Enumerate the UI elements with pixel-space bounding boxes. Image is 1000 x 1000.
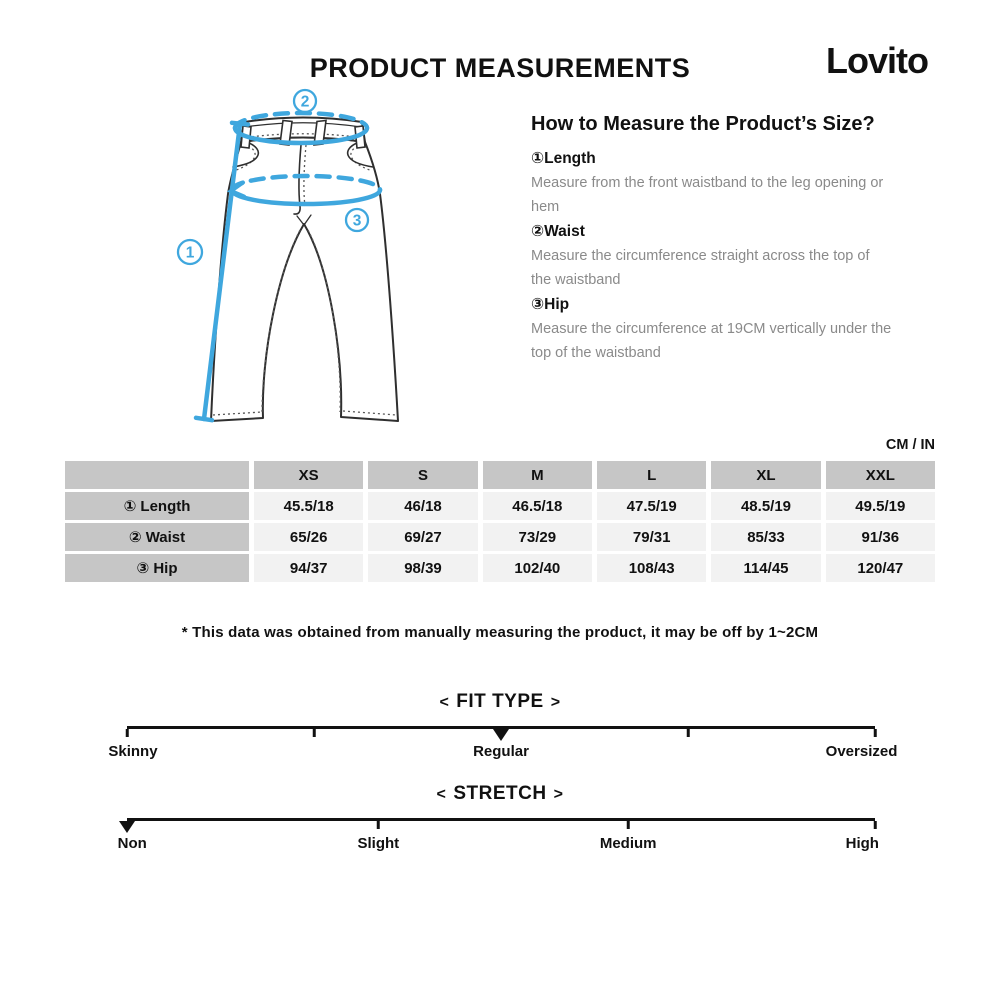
scale-tick xyxy=(126,729,129,737)
scale-tick xyxy=(687,729,690,737)
scale-tick xyxy=(627,821,630,829)
annotation-number-3: 3 xyxy=(352,212,362,230)
fit-type-scale xyxy=(108,726,898,766)
pants-outline xyxy=(211,118,398,422)
hip-value-m: 102/40 xyxy=(483,554,592,582)
size-col-header-xs: XS xyxy=(254,461,363,489)
stretch-label-slight: Slight xyxy=(357,835,400,852)
chevron-right-icon: > xyxy=(553,786,564,803)
size-table xyxy=(65,461,935,582)
measure-item-name: Waist xyxy=(544,223,585,240)
scale-tick xyxy=(874,821,877,829)
length-value-m: 46.5/18 xyxy=(483,492,592,520)
units-label: CM / IN xyxy=(885,437,935,453)
measure-item-desc-waist: Measure the circumference straight across the top of the waistband xyxy=(531,248,870,288)
pants-diagram xyxy=(150,88,500,440)
waist-value-l: 79/31 xyxy=(597,523,706,551)
fit-label-oversized: Oversized xyxy=(825,743,898,760)
circled-number: ③ xyxy=(531,296,545,313)
measure-item-label-length xyxy=(531,146,941,171)
scale-tick xyxy=(377,821,380,829)
waist-value-xs: 65/26 xyxy=(254,523,363,551)
measurement-note: * This data was obtained from manually measuring the product, it may be off by 1~2CM xyxy=(181,624,819,641)
length-value-s: 46/18 xyxy=(368,492,477,520)
stretch-label-high: High xyxy=(845,835,879,852)
hip-value-xs: 94/37 xyxy=(254,554,363,582)
hip-value-s: 98/39 xyxy=(368,554,477,582)
fit-type-title xyxy=(0,691,1000,713)
scale-tick xyxy=(874,729,877,737)
stretch-title-text: STRETCH xyxy=(453,783,547,804)
size-table-corner-cell xyxy=(65,461,249,489)
chevron-right-icon: > xyxy=(550,694,561,711)
hip-value-xl: 114/45 xyxy=(711,554,820,582)
waist-value-m: 73/29 xyxy=(483,523,592,551)
waist-value-xl: 85/33 xyxy=(711,523,820,551)
how-to-heading: How to Measure the Product’s Size? xyxy=(531,113,875,135)
circled-number: ② xyxy=(531,223,545,240)
measure-item-label-waist xyxy=(531,219,941,244)
waist-value-s: 69/27 xyxy=(368,523,477,551)
how-to-section xyxy=(531,110,941,365)
hip-value-l: 108/43 xyxy=(597,554,706,582)
fit-label-regular: Regular xyxy=(473,743,529,760)
row-label-length: ① Length xyxy=(65,492,249,520)
measure-item-label-hip xyxy=(531,292,941,317)
circled-number: ① xyxy=(531,150,545,167)
annotation-number-2: 2 xyxy=(300,93,310,111)
measure-item-name: Hip xyxy=(544,296,570,313)
stretch-label-medium: Medium xyxy=(599,835,657,852)
hip-value-xxl: 120/47 xyxy=(826,554,935,582)
length-value-xxl: 49.5/19 xyxy=(826,492,935,520)
waist-value-xxl: 91/36 xyxy=(826,523,935,551)
measure-item-desc-length: Measure from the front waistband to the leg opening or hem xyxy=(531,175,884,215)
brand-logo xyxy=(826,40,928,82)
length-value-xs: 45.5/18 xyxy=(254,492,363,520)
chevron-left-icon: < xyxy=(436,786,447,803)
size-col-header-xxl: XXL xyxy=(826,461,935,489)
fit-label-skinny: Skinny xyxy=(108,743,158,760)
stretch-marker-triangle-icon xyxy=(119,821,135,833)
size-col-header-l: L xyxy=(597,461,706,489)
measure-item-name: Length xyxy=(544,150,596,167)
size-col-header-m: M xyxy=(483,461,592,489)
stretch-scale xyxy=(117,818,879,858)
length-value-xl: 48.5/19 xyxy=(711,492,820,520)
measure-item-desc-hip: Measure the circumference at 19CM vertically under the top of the waistband xyxy=(531,321,892,361)
row-label-hip: ③ Hip xyxy=(65,554,249,582)
scale-tick xyxy=(313,729,316,737)
stretch-scale-line xyxy=(127,818,875,821)
stretch-title xyxy=(0,783,1000,805)
row-label-waist: ② Waist xyxy=(65,523,249,551)
annotation-number-1: 1 xyxy=(185,244,195,262)
length-value-l: 47.5/19 xyxy=(597,492,706,520)
stretch-label-non: Non xyxy=(117,835,147,852)
page-title: PRODUCT MEASUREMENTS xyxy=(309,53,691,83)
brand-logo-text: Lovito xyxy=(826,40,928,81)
chevron-left-icon: < xyxy=(439,694,450,711)
size-col-header-xl: XL xyxy=(711,461,820,489)
fit-type-title-text: FIT TYPE xyxy=(456,691,544,712)
size-col-header-s: S xyxy=(368,461,477,489)
fit-type-marker-triangle-icon xyxy=(493,729,509,741)
